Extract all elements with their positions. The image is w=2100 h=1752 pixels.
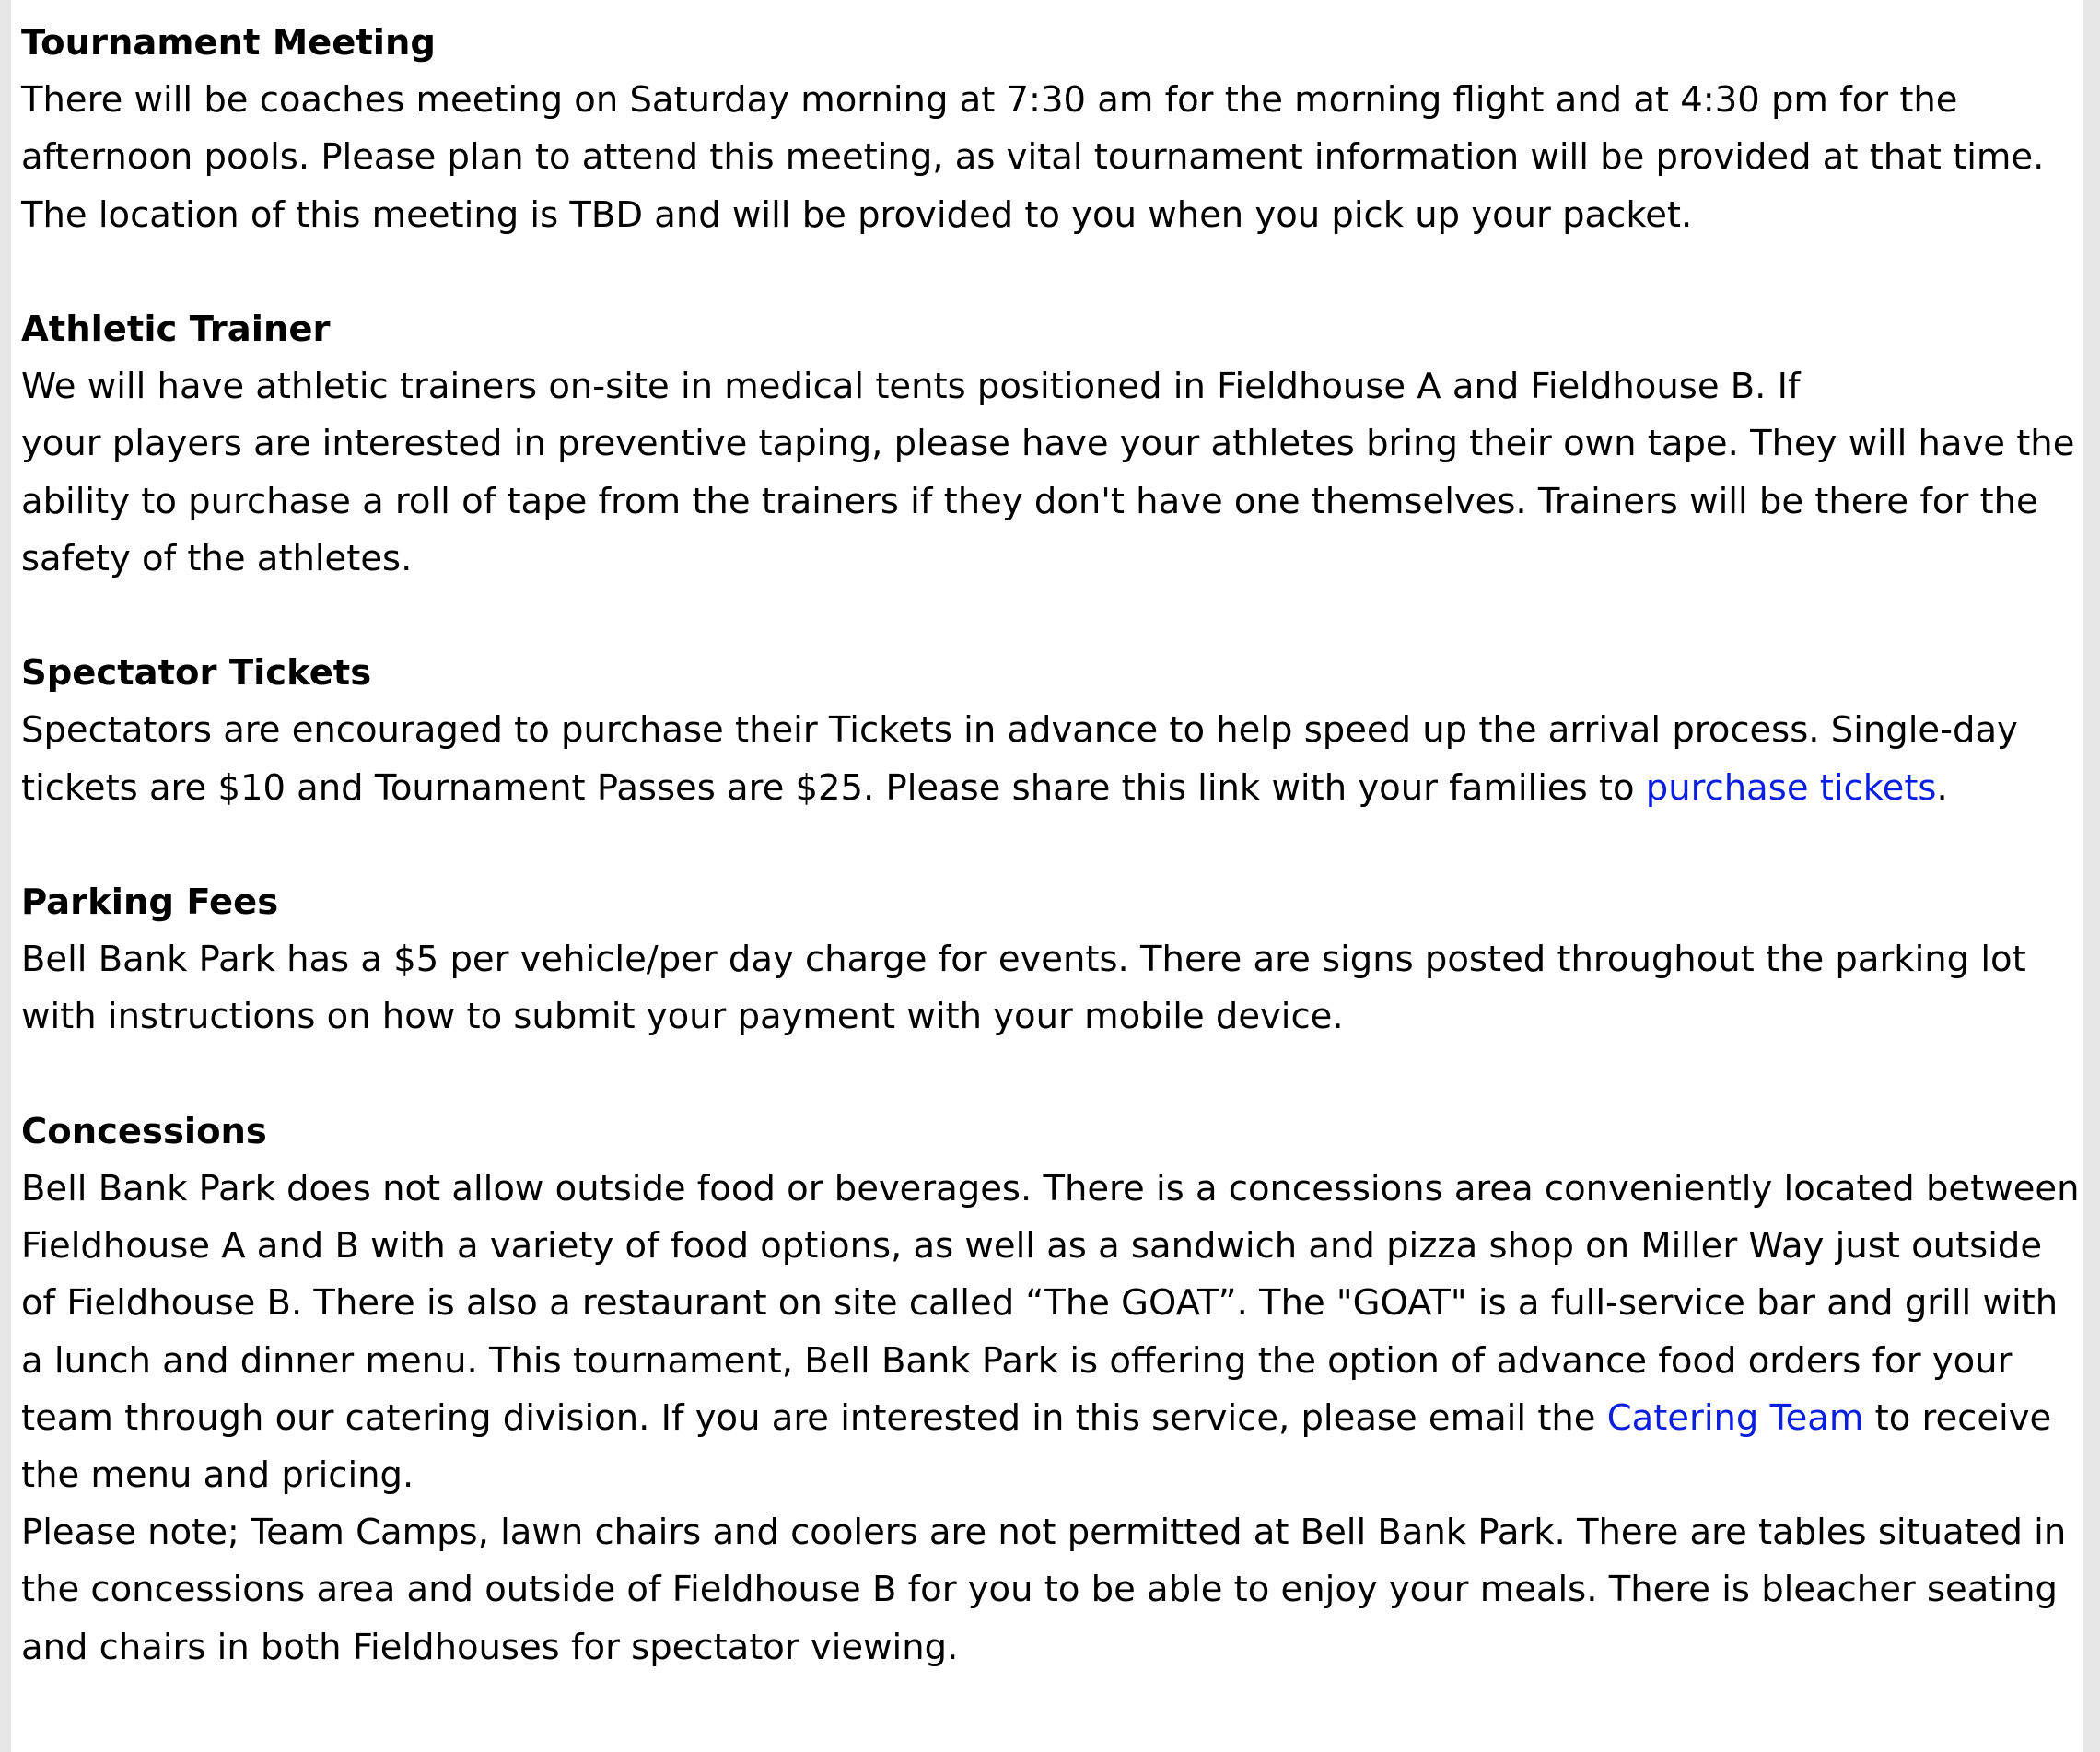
text-athletic-trainer xyxy=(21,358,2084,588)
text-concessions-body: Bell Bank Park does not allow outside food or beverages. There is a concessions area conveniently located between Fieldhouse A and B with a variety of food options, as well as a sandwich and pizza shop on Miller Way just outside of Fieldhouse B. There is also a restaurant on site called “The GOAT”. The "GOAT" is a full-service bar and grill with a lunch and dinner menu. This tournament, Bell Bank Park is offering the option of advance food orders for your team through our catering division. If you are interested in this service, please email the xyxy=(21,1168,2080,1439)
heading-parking-fees: Parking Fees xyxy=(21,882,279,923)
section-concessions xyxy=(21,1104,2084,1676)
section-parking-fees xyxy=(21,874,2084,1046)
section-tournament-meeting xyxy=(21,15,2084,244)
section-spectator-tickets xyxy=(21,645,2084,817)
text-spectator-tickets xyxy=(21,702,2084,816)
text-tournament-meeting: There will be coaches meeting on Saturday morning at 7:30 am for the morning flight and at 4:30 pm for the afternoon pools. Please plan to attend this meeting, as vital tournament information will be provided at that time. The location of this meeting is TBD and will be provided to you when you pick up your packet. xyxy=(21,79,2045,236)
purchase-tickets-link[interactable]: purchase tickets xyxy=(1645,766,1937,809)
content-area xyxy=(21,15,2084,1676)
section-athletic-trainer xyxy=(21,301,2084,588)
text-concessions-suffix: to receive the menu and pricing. xyxy=(21,1396,2052,1497)
catering-team-link[interactable]: Catering Team xyxy=(1606,1396,1864,1439)
text-concessions-note: Please note; Team Camps, lawn chairs and coolers are not permitted at Bell Bank Park. There are tables situated in the concessions area and outside of Fieldhouse B for you to be able to enjoy your meals. There is bleacher seating and chairs in both Fieldhouses for spectator viewing. xyxy=(21,1512,2067,1668)
heading-athletic-trainer: Athletic Trainer xyxy=(21,309,331,350)
heading-spectator-tickets: Spectator Tickets xyxy=(21,652,372,695)
text-athletic-trainer-rest: your players are interested in preventive taping, please have your athletes bring their own tape. They will have the ability to purchase a roll of tape from the trainers if they don't have one themselves. Trainers will be there for the safety of the athletes. xyxy=(21,423,2075,579)
heading-concessions: Concessions xyxy=(21,1110,267,1152)
text-spectator-tickets-suffix: . xyxy=(1936,766,1948,809)
text-athletic-trainer-line1: We will have athletic trainers on-site in medical tents positioned in Fieldhouse A and Fieldhouse B. If xyxy=(21,366,1801,408)
text-spectator-tickets-body: Spectators are encouraged to purchase their Tickets in advance to help speed up the arrival process. Single-day tickets are $10 and Tournament Passes are $25. Please share this link with your families to xyxy=(21,709,2018,809)
text-concessions xyxy=(21,1161,2084,1504)
heading-tournament-meeting: Tournament Meeting xyxy=(21,22,436,64)
text-parking-fees: Bell Bank Park has a $5 per vehicle/per day charge for events. There are signs posted throughout the parking lot with instructions on how to submit your payment with your mobile device. xyxy=(21,939,2026,1038)
page xyxy=(11,0,2083,1752)
